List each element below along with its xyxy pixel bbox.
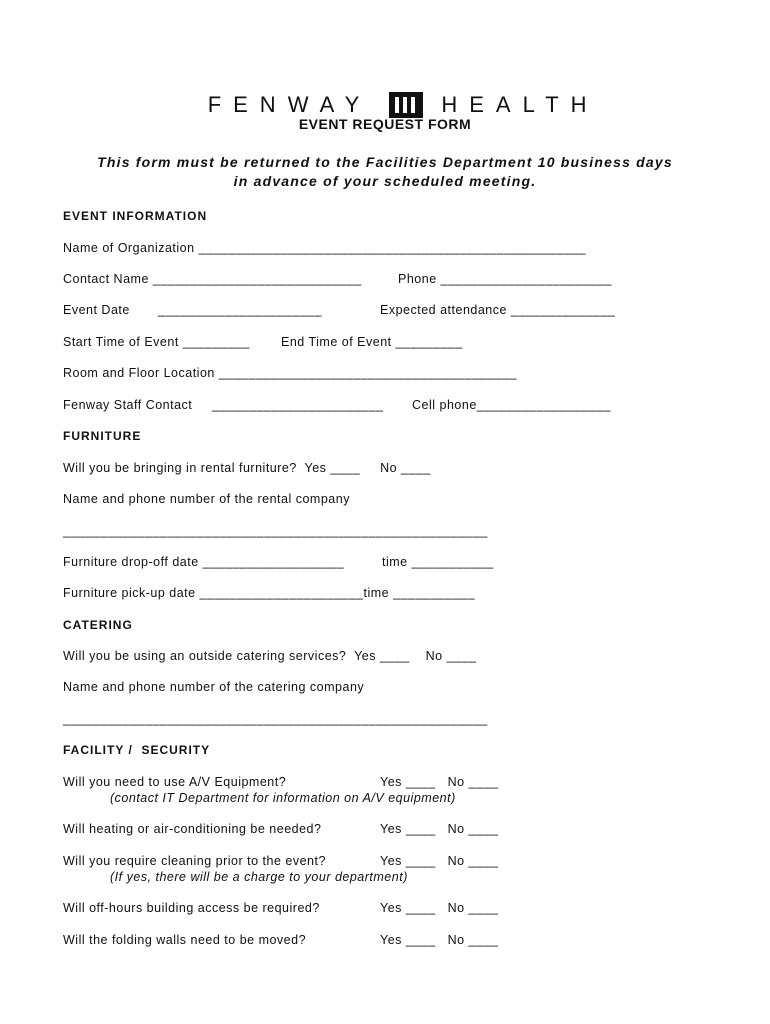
logo-text-health: HEALTH	[441, 92, 599, 117]
form-title: EVENT REQUEST FORM	[298, 116, 472, 132]
section-catering: CATERING	[63, 618, 133, 632]
pickup-date-field[interactable]: Furniture pick-up date ______________________time ___________	[63, 586, 476, 600]
section-furniture: FURNITURE	[63, 429, 142, 443]
catering-question[interactable]: Will you be using an outside catering services? Yes ____ No ____	[63, 649, 477, 663]
rental-company-field[interactable]: _________________________________________________________	[63, 524, 488, 538]
notice-line-1: This form must be returned to the Facilities Department 10 business days	[97, 154, 673, 170]
catering-company-label: Name and phone number of the catering company	[63, 680, 365, 694]
start-time-field[interactable]: Start Time of Event _________	[63, 335, 250, 349]
logo-mark-icon	[389, 92, 423, 118]
phone-field[interactable]: Phone _______________________	[398, 272, 613, 286]
heating-yes-no[interactable]: Yes ____ No ____	[380, 822, 499, 836]
expected-attendance-field[interactable]: Expected attendance ______________	[380, 303, 616, 317]
fenway-health-logo	[0, 66, 770, 118]
section-event-information: EVENT INFORMATION	[63, 209, 208, 223]
dropoff-time-field[interactable]: time ___________	[382, 555, 494, 569]
cleaning-note: (If yes, there will be a charge to your department)	[110, 870, 408, 884]
cleaning-yes-no[interactable]: Yes ____ No ____	[380, 854, 499, 868]
event-date-field[interactable]: ______________________	[158, 303, 322, 317]
av-equipment-note: (contact IT Department for information on A/V equipment)	[110, 791, 456, 805]
notice-line-2: in advance of your scheduled meeting.	[233, 173, 537, 189]
building-access-yes-no[interactable]: Yes ____ No ____	[380, 901, 499, 915]
section-facility-security: FACILITY / SECURITY	[63, 743, 211, 757]
catering-company-field[interactable]: _________________________________________________________	[63, 712, 488, 726]
building-access-question: Will off-hours building access be required?	[63, 901, 320, 915]
room-floor-field[interactable]: Room and Floor Location ________________________________________	[63, 366, 517, 380]
av-equipment-yes-no[interactable]: Yes ____ No ____	[380, 775, 499, 789]
folding-walls-question: Will the folding walls need to be moved?	[63, 933, 307, 947]
cleaning-question: Will you require cleaning prior to the event?	[63, 854, 326, 868]
event-date-label: Event Date	[63, 303, 130, 317]
end-time-field[interactable]: End Time of Event _________	[281, 335, 463, 349]
logo-text-fenway: FENWAY	[207, 92, 372, 117]
heating-question: Will heating or air-conditioning be needed?	[63, 822, 322, 836]
cell-phone-field[interactable]: Cell phone__________________	[412, 398, 611, 412]
dropoff-date-field[interactable]: Furniture drop-off date ___________________	[63, 555, 345, 569]
av-equipment-question: Will you need to use A/V Equipment?	[63, 775, 287, 789]
rental-furniture-question[interactable]: Will you be bringing in rental furniture? Yes ____ No ____	[63, 461, 431, 475]
folding-walls-yes-no[interactable]: Yes ____ No ____	[380, 933, 499, 947]
contact-name-field[interactable]: Contact Name ____________________________	[63, 272, 362, 286]
organization-name-field[interactable]: Name of Organization ____________________________________________________	[63, 241, 587, 255]
staff-contact-label: Fenway Staff Contact	[63, 398, 193, 412]
rental-company-label: Name and phone number of the rental company	[63, 492, 350, 506]
staff-contact-field[interactable]: _______________________	[212, 398, 384, 412]
